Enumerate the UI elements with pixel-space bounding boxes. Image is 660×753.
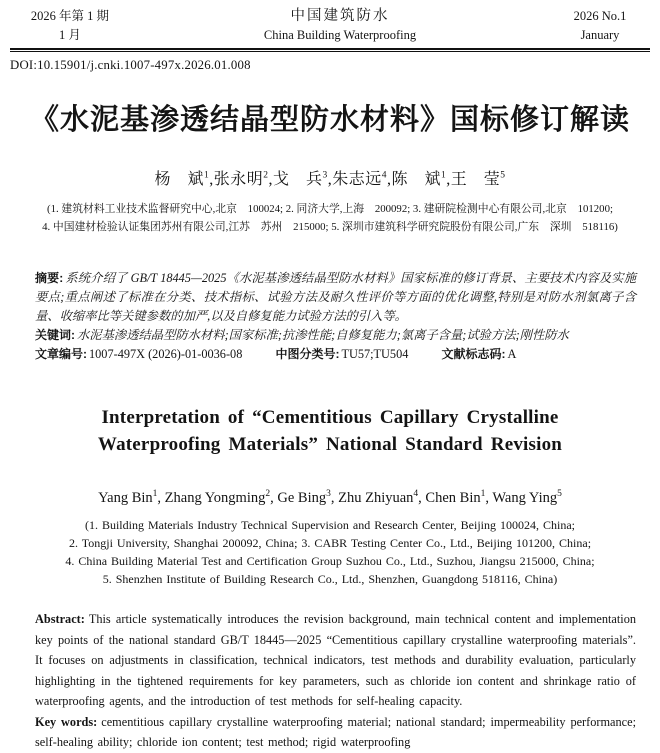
affiliation-line: 4. China Building Material Test and Certification Group Suzhou Co., Ltd., Suzhou, Jiangsu 215000, China; xyxy=(65,554,595,568)
issue-year-cn: 2026 年第 1 期 xyxy=(30,9,110,23)
author-cn: 朱志远$^4$, xyxy=(332,170,392,188)
author-affil-sup: 1 xyxy=(441,170,447,181)
affiliation-line: 5. Shenzhen Institute of Building Research Co., Ltd., Shenzhen, Guangdong 518116, China) xyxy=(102,572,558,586)
journal-name xyxy=(130,7,550,45)
keywords-cn xyxy=(35,326,636,345)
journal-masthead xyxy=(10,5,650,45)
author-cn: 戈 兵$^3$, xyxy=(272,170,333,188)
author-affil-sup: 4 xyxy=(381,170,388,181)
author-affil-sup: 3 xyxy=(322,170,328,181)
author-affil-sup: 2 xyxy=(265,489,271,500)
affiliations-en xyxy=(10,516,650,588)
author-affil-sup: 1 xyxy=(152,489,158,500)
author-en: Zhang Yongming$^2$, xyxy=(164,489,278,506)
abstract-label-en: Abstract: xyxy=(35,612,85,626)
author-en: Wang Ying$^5$ xyxy=(492,489,562,506)
keywords-label-en: Key words: xyxy=(35,714,98,729)
issue-month-cn: 1 月 xyxy=(59,28,81,42)
author-affil-sup: 2 xyxy=(263,170,269,181)
authors-cn xyxy=(10,166,650,189)
clc-number: 中图分类号: TU57;TU504 xyxy=(275,347,409,361)
keywords-en xyxy=(35,712,636,753)
author-affil-sup: 1 xyxy=(203,170,210,181)
author-cn: 王 莹$^5$ xyxy=(450,170,506,188)
author-affil-sup: 4 xyxy=(413,489,419,500)
abstract-text-cn: 系统介绍了 GB/T 18445—2025《水泥基渗透结晶型防水材料》国家标准的修订背景、主要技术内容及实施要点;重点阐述了标准在分类、技术指标、试验方法及耐久性评价等方面的优化调整,特别是对防水剂氯离子含量、收缩率比等关键参数的加严,以及自修复能力试验方法的引入等。 xyxy=(35,271,636,323)
abstract-block-cn xyxy=(35,269,636,364)
article-identifiers xyxy=(35,345,636,364)
issue-month-en: January xyxy=(580,28,620,42)
issue-info-en xyxy=(550,7,650,45)
author-en: Zhu Zhiyuan$^4$, xyxy=(338,489,426,506)
abstract-en xyxy=(35,609,636,712)
abstract-label-cn: 摘要: xyxy=(35,271,64,285)
document-code: 文献标志码: A xyxy=(441,347,517,361)
journal-name-en: China Building Waterproofing xyxy=(263,28,417,42)
title-en-line2: Waterproofing Materials” National Standard Revision xyxy=(97,434,563,455)
author-affil-sup: 5 xyxy=(557,489,562,500)
author-affil-sup: 3 xyxy=(326,489,331,500)
issue-number-en: 2026 No.1 xyxy=(573,9,627,23)
author-en: Chen Bin$^1$, xyxy=(425,489,493,506)
author-cn: 张永明$^2$, xyxy=(213,170,273,188)
title-en-line1: Interpretation of “Cementitious Capillary Crystalline xyxy=(101,407,559,428)
article-title-cn: 《水泥基渗透结晶型防水材料》国标修订解读 xyxy=(29,104,630,136)
affiliation-line: (1. 建筑材料工业技术监督研究中心,北京 100024; 2. 同济大学,上海 200092; 3. 建研院检测中心有限公司,北京 101200; xyxy=(47,203,613,215)
journal-name-cn: 中国建筑防水 xyxy=(290,8,390,24)
author-cn: 杨 斌$^1$, xyxy=(154,170,214,188)
doi-line: DOI:10.15901/j.cnki.1007-497x.2026.01.008 xyxy=(10,58,251,72)
abstract-cn xyxy=(35,269,636,326)
author-affil-sup: 1 xyxy=(480,489,486,500)
author-cn: 陈 斌$^1$, xyxy=(391,170,451,188)
author-affil-sup: 5 xyxy=(500,170,506,181)
issue-info-cn xyxy=(10,7,130,45)
author-en: Ge Bing$^3$, xyxy=(277,489,339,506)
authors-en xyxy=(10,490,650,507)
keywords-label-cn: 关键词: xyxy=(35,328,75,342)
article-number: 文章编号: 1007-497X (2026)-01-0036-08 xyxy=(35,347,243,361)
affiliation-line: 4. 中国建材检验认证集团苏州有限公司,江苏 苏州 215000; 5. 深圳市建筑科学研究院股份有限公司,广东 深圳 518116) xyxy=(42,220,618,233)
affiliation-line: 2. Tongji University, Shanghai 200092, China; 3. CABR Testing Center Co., Ltd., Beijing 101200, China; xyxy=(68,536,592,550)
keywords-text-en: cementitious capillary crystalline waterproofing material; national standard; impermeability performance; self-healing ability; chloride ion content; test method; rigid waterproofing xyxy=(35,714,636,749)
abstract-text-en: This article systematically introduces the revision background, main technical content and implementation key points of the national standard GB/T 18445—2025 “Cementitious capillary crystalline waterproofing materials”. It focuses on adjustments in classification, technical indicators, test methods and durability evaluation, particularly highlighting in the tightened requirements for key parameters, such as chloride ion content and shrinkage ratio of waterproofing agents, and the introduction of test methods for self-healing capacity. xyxy=(35,612,636,708)
affiliation-line: (1. Building Materials Industry Technical Supervision and Research Center, Beijing 100024, China; xyxy=(84,518,576,532)
author-en: Yang Bin$^1$, xyxy=(98,489,165,506)
affiliations-cn xyxy=(10,201,650,236)
article-title-en xyxy=(10,404,650,458)
keywords-text-cn: 水泥基渗透结晶型防水材料;国家标准;抗渗性能;自修复能力;氯离子含量;试验方法;刚性防水 xyxy=(77,328,569,342)
masthead-divider xyxy=(10,48,650,52)
abstract-block-en xyxy=(35,609,636,753)
